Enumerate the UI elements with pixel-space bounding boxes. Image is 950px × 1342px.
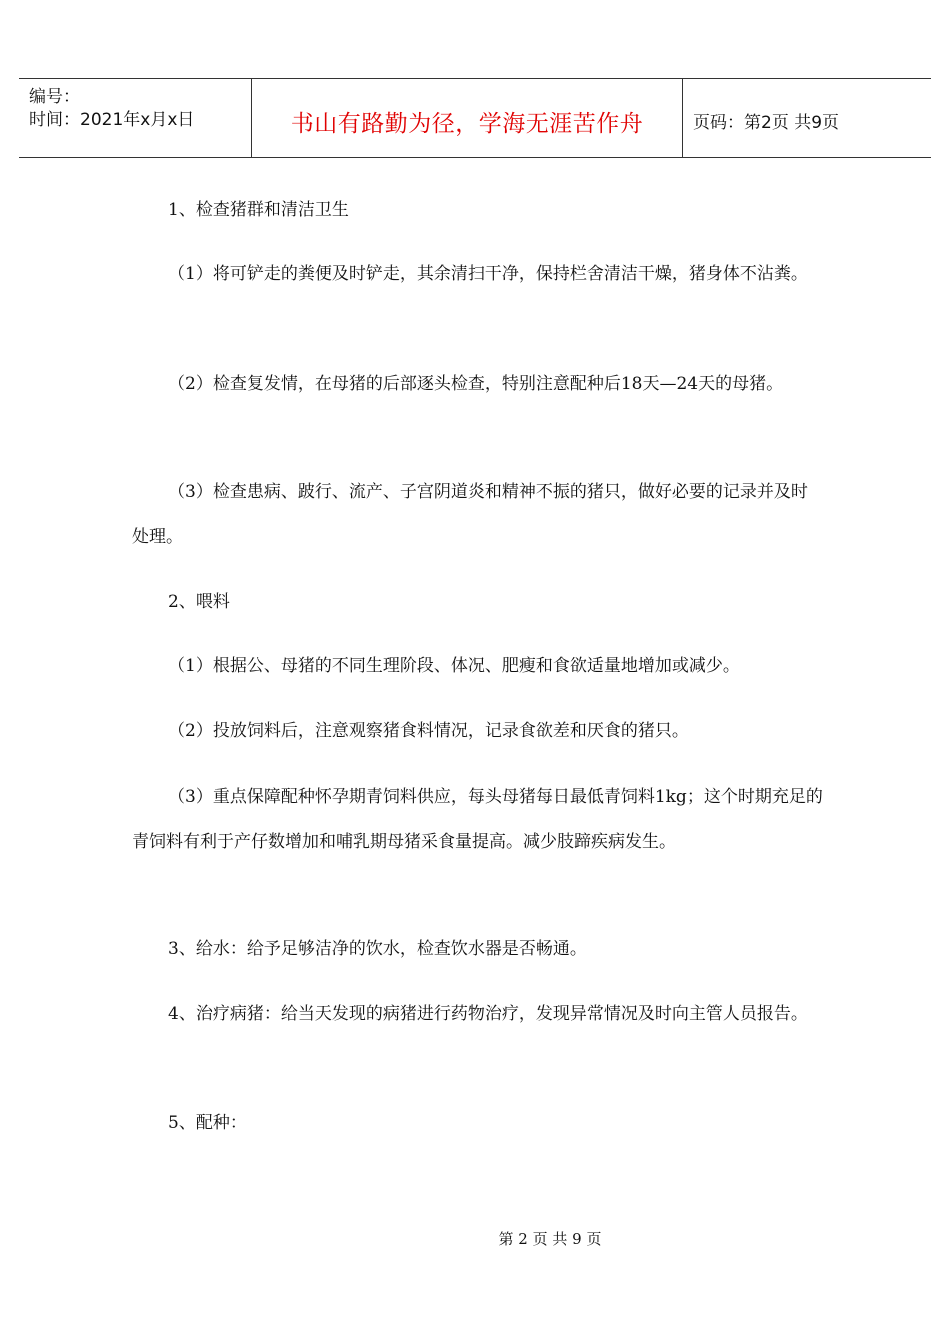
- paragraph-2-1: （1）根据公、母猪的不同生理阶段、体况、肥瘦和食欲适量地增加或减少。: [168, 656, 740, 676]
- motto-text: 书山有路勤为径，学海无涯苦作舟: [290, 111, 644, 137]
- paragraph-1-3: （3）检查患病、跛行、流产、子宫阴道炎和精神不振的猪只，做好必要的记录并及时处理。: [132, 482, 808, 547]
- section-heading-4: 4、治疗病猪：给当天发现的病猪进行药物治疗，发现异常情况及时向主管人员报告。: [168, 1004, 808, 1024]
- section-heading-3: 3、给水：给予足够洁净的饮水，检查饮水器是否畅通。: [168, 939, 587, 959]
- header-left-cell: [19, 79, 252, 157]
- section-heading-2: 2、喂料: [168, 592, 230, 612]
- header-right-cell: [683, 79, 931, 157]
- paragraph-1-1: （1）将可铲走的粪便及时铲走，其余清扫干净，保持栏舍清洁干燥，猪身体不沾粪。: [168, 264, 808, 284]
- header-center-cell: [252, 79, 683, 157]
- serial-label: 编号：: [29, 87, 80, 107]
- paragraph-1-2: （2）检查复发情，在母猪的后部逐头检查，特别注意配种后18天—24天的母猪。: [168, 374, 784, 394]
- section-heading-5: 5、配种：: [168, 1113, 247, 1133]
- time-label: 时间：2021年x月x日: [29, 110, 195, 130]
- paragraph-2-3: （3）重点保障配种怀孕期青饲料供应，每头母猪每日最低青饲料1kg；这个时期充足的青饲料有利于产仔数增加和哺乳期母猪采食量提高。减少肢蹄疾病发生。: [132, 787, 823, 852]
- page-info: 页码：第2页 共9页: [693, 113, 840, 133]
- document-header: [19, 78, 931, 158]
- paragraph-2-2: （2）投放饲料后，注意观察猪食料情况，记录食欲差和厌食的猪只。: [168, 721, 689, 741]
- page-footer: 第 2 页 共 9 页: [498, 1230, 602, 1248]
- section-heading-1: 1、检查猪群和清洁卫生: [168, 200, 349, 220]
